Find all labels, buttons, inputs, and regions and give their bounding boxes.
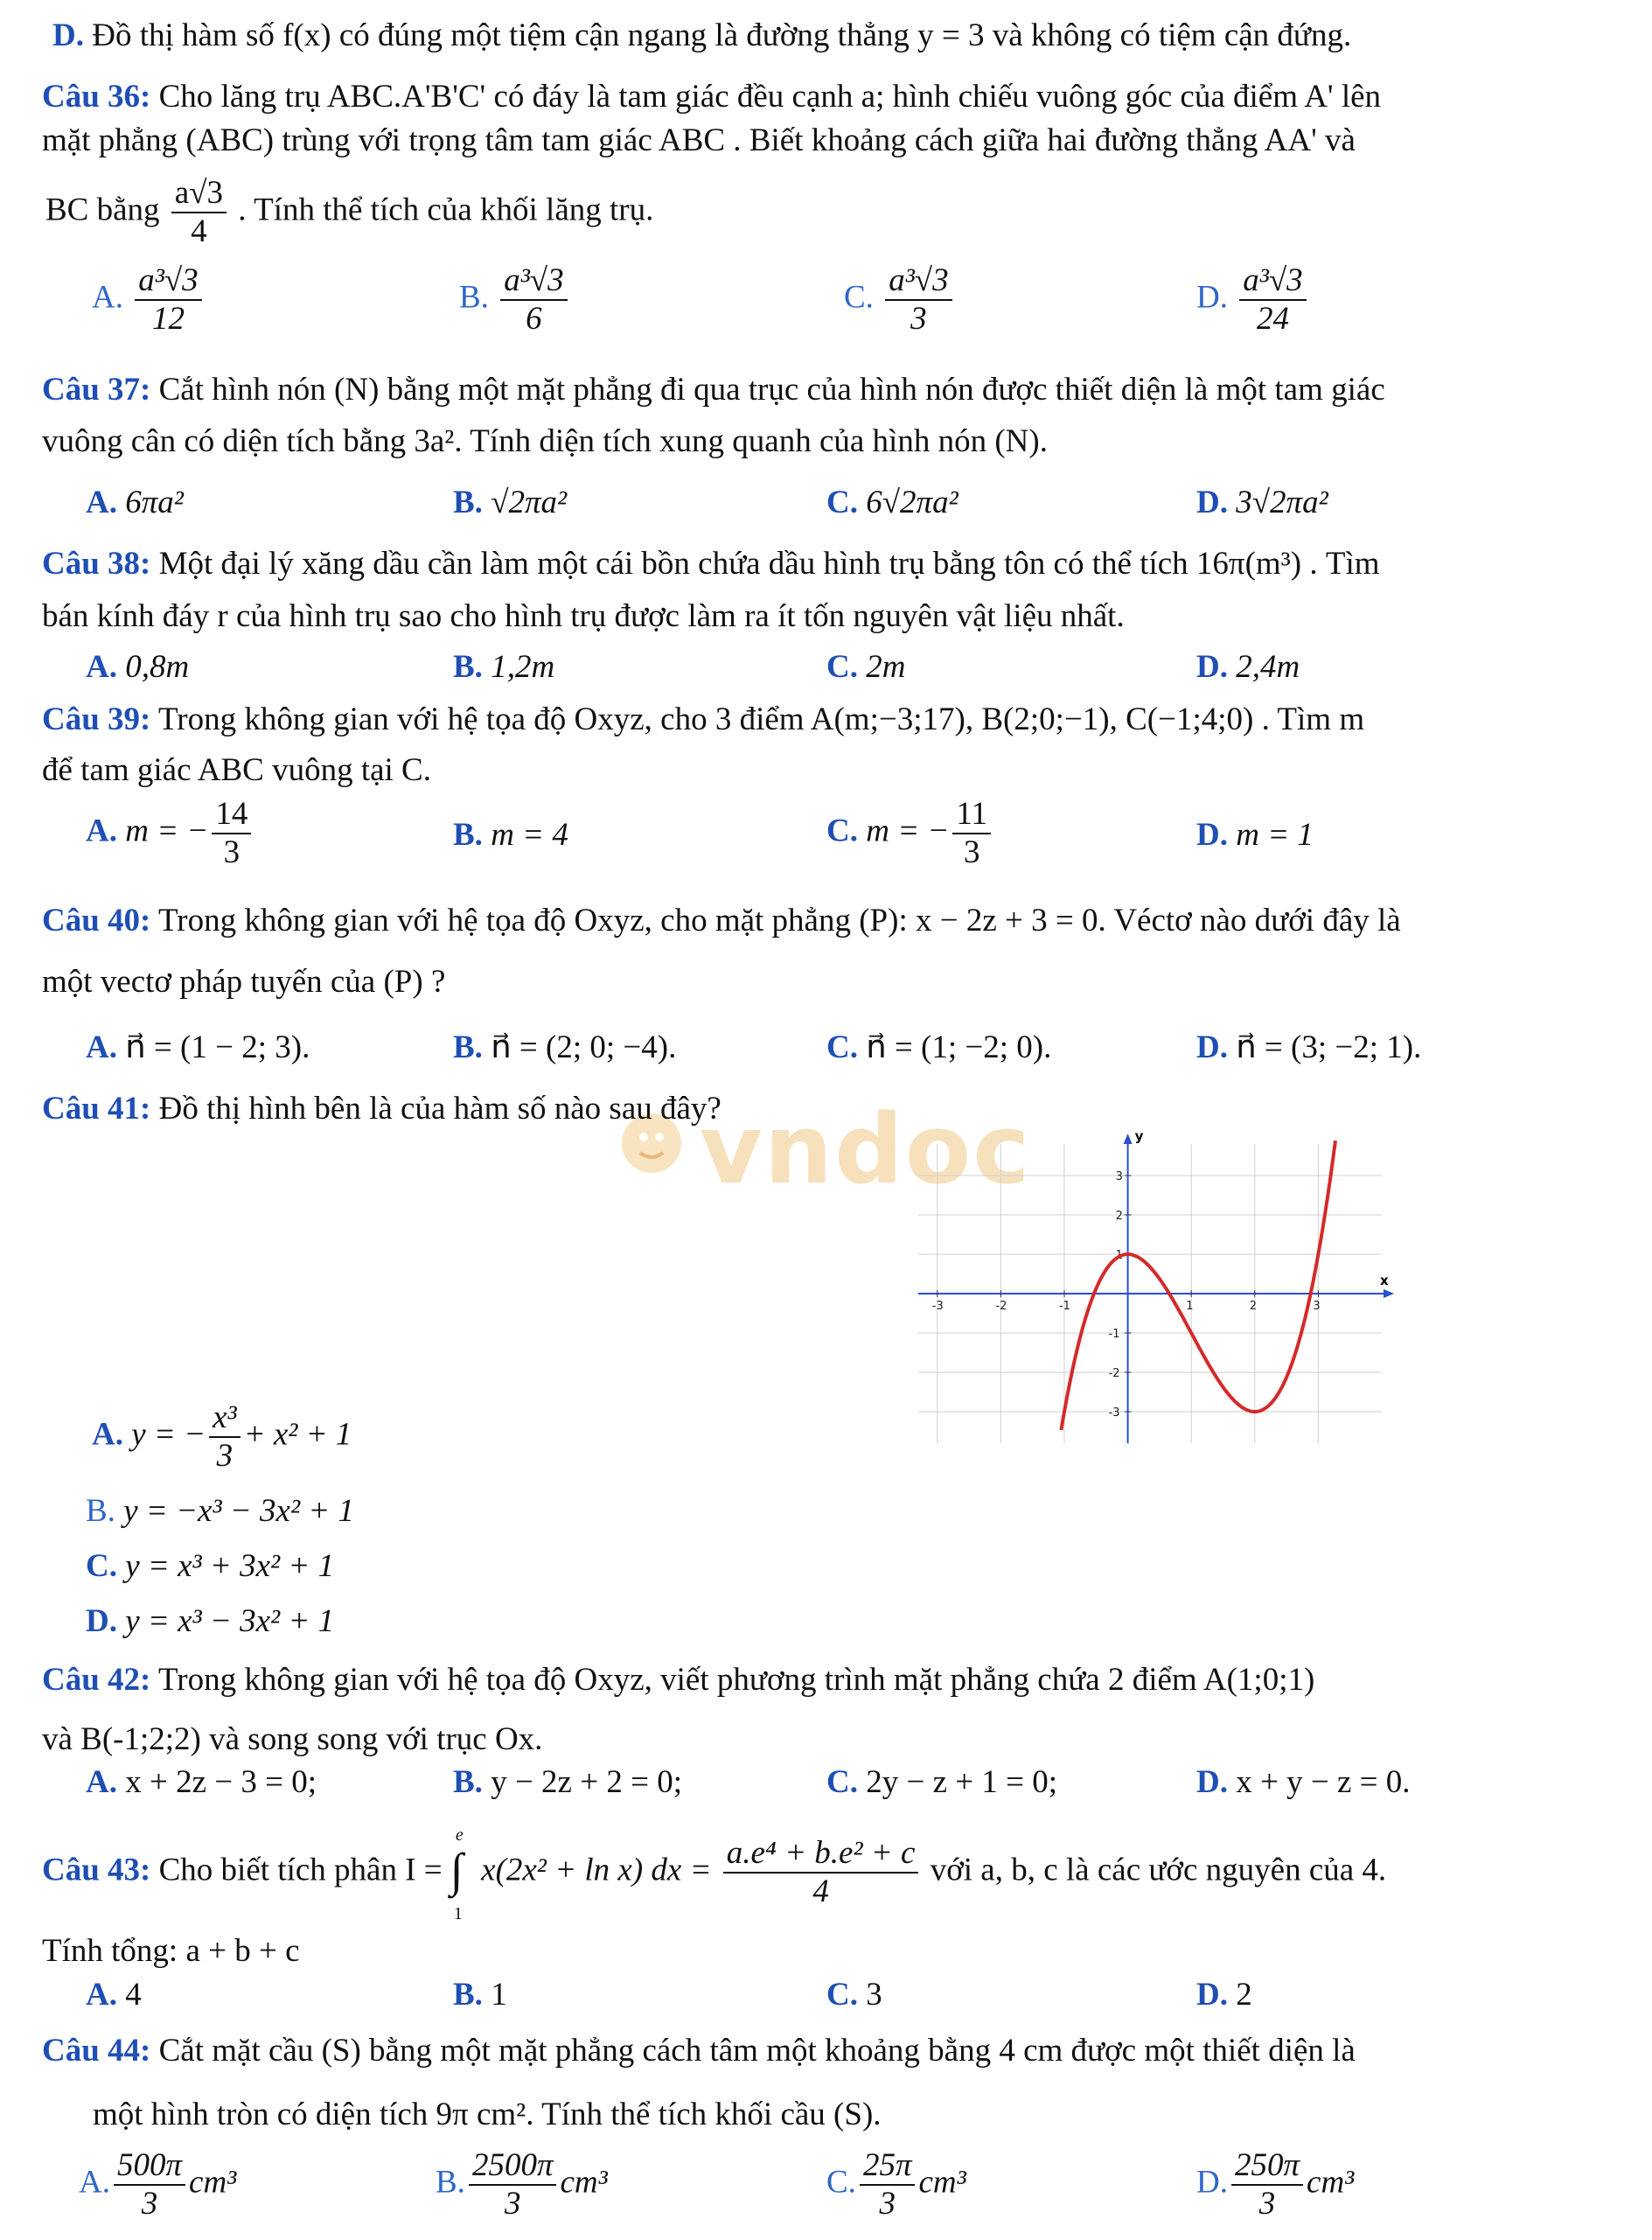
q40-option-a[interactable]: A. n⃗ = (1 − 2; 3). [86, 1029, 310, 1065]
q41-option-a[interactable]: A. y = − $\frac{\text{x³}}{3}$ + x² + 1 [92, 1399, 352, 1474]
q38-option-a[interactable]: A. 0,8m [86, 649, 190, 685]
x-tick-label: -2 [995, 1300, 1007, 1313]
q42-line2: và B(-1;2;2) và song song với trục Ox. [42, 1721, 543, 1757]
q38-line2: bán kính đáy r của hình trụ sao cho hình trụ được làm ra ít tốn nguyên vật liệu nhất. [42, 598, 1125, 634]
y-tick-label: 1 [1115, 1249, 1123, 1262]
q42-line1: Câu 42: Trong không gian với hệ tọa độ Oxyz, viết phương trình mặt phẳng chứa 2 điểm A(1;0;1) [42, 1662, 1315, 1698]
q42-option-a[interactable]: A. x + 2z − 3 = 0; [86, 1764, 317, 1800]
q39-option-b[interactable]: B. m = 4 [453, 817, 568, 853]
y-tick-label: 2 [1115, 1210, 1123, 1223]
q39-line1: Câu 39: Trong không gian với hệ tọa độ Oxyz, cho 3 điểm A(m;−3;17), B(2;0;−1), C(−1;4;0) . Tìm m [42, 701, 1365, 737]
q36-option-b[interactable]: B. $\frac{\text{a³√3}}{6}$ [459, 262, 571, 338]
q37-option-d[interactable]: D. 3√2πa² [1196, 485, 1328, 520]
q43-line1: Câu 43: Cho biết tích phân I = e ∫ 1 x(2x² + ln x) dx = $\frac{\text{a.e⁴ + b.e² + c}}{4}$ với a, b, c là các ước nguyên của 4. [42, 1825, 1387, 1923]
y-tick-label: -1 [1108, 1328, 1120, 1341]
q40-option-d[interactable]: D. n⃗ = (3; −2; 1). [1196, 1029, 1422, 1065]
q35-option-d: D. Đồ thị hàm số f(x) có đúng một tiệm cận ngang là đường thẳng y = 3 và không có tiệm cận đứng. [52, 17, 1352, 53]
q39-option-c[interactable]: C. m = − $\frac{11}{3}$ [826, 796, 994, 871]
q40-line2: một vectơ pháp tuyến của (P) ? [42, 964, 446, 1000]
q40-line1: Câu 40: Trong không gian với hệ tọa độ Oxyz, cho mặt phẳng (P): x − 2z + 3 = 0. Véctơ nào dưới đây là [42, 903, 1401, 939]
q44-option-d[interactable]: D. $\frac{250\pi}{3}$ cm³ [1196, 2147, 1355, 2222]
q37-option-b[interactable]: B. √2πa² [453, 485, 568, 520]
q36-option-a[interactable]: A. $\frac{\text{a³√3}}{12}$ [92, 262, 206, 338]
q42-option-c[interactable]: C. 2y − z + 1 = 0; [826, 1764, 1058, 1800]
x-tick-label: 1 [1186, 1300, 1194, 1313]
y-tick-label: -3 [1108, 1406, 1120, 1420]
x-tick-label: 2 [1249, 1300, 1258, 1313]
q38-option-b[interactable]: B. 1,2m [453, 649, 555, 685]
q40-option-b[interactable]: B. n⃗ = (2; 0; −4). [453, 1029, 677, 1065]
q41-option-c[interactable]: C. y = x³ + 3x² + 1 [86, 1548, 335, 1584]
x-axis-arrow [1384, 1289, 1394, 1298]
q43-option-a[interactable]: A. 4 [86, 1977, 142, 2013]
q37-option-a[interactable]: A. 6πa² [86, 485, 184, 520]
function-curve [1058, 1141, 1335, 1430]
q39-line2: để tam giác ABC vuông tại C. [42, 752, 431, 788]
integral-sign: e ∫ 1 [450, 1825, 464, 1923]
y-tick-label: -2 [1108, 1367, 1120, 1380]
q39-option-d[interactable]: D. m = 1 [1196, 817, 1314, 853]
q37-option-c[interactable]: C. 6√2πa² [826, 485, 958, 520]
q36-option-c[interactable]: C. $\frac{\text{a³√3}}{3}$ [844, 262, 956, 338]
x-tick-label: -1 [1058, 1300, 1070, 1313]
q39-option-a[interactable]: A. m = − $\frac{14}{3}$ [86, 796, 254, 871]
q43-option-c[interactable]: C. 3 [826, 1977, 882, 2013]
q42-option-d[interactable]: D. x + y − z = 0. [1196, 1764, 1411, 1800]
q36-option-d[interactable]: D. $\frac{\text{a³√3}}{24}$ [1196, 262, 1310, 338]
q41-option-d[interactable]: D. y = x³ − 3x² + 1 [86, 1603, 335, 1639]
q41-line1: Câu 41: Đồ thị hình bên là của hàm số nào sau đây? [42, 1091, 721, 1127]
y-axis-arrow [1124, 1134, 1133, 1144]
q44-option-a[interactable]: A. $\frac{500\pi}{3}$ cm³ [79, 2147, 237, 2222]
x-tick-label: -3 [931, 1300, 944, 1313]
q37-line1: Câu 37: Cắt hình nón (N) bằng một mặt phẳng đi qua trục của hình nón được thiết diện là một tam giác [42, 372, 1385, 408]
q44-option-b[interactable]: B. $\frac{2500\pi}{3}$ cm³ [436, 2147, 608, 2222]
graph-axes [918, 1134, 1394, 1443]
q36-line2: mặt phẳng (ABC) trùng với trọng tâm tam giác ABC . Biết khoảng cách giữa hai đường thẳng AA' và [42, 122, 1356, 158]
q43-line2: Tính tổng: a + b + c [42, 1933, 300, 1969]
q43-option-b[interactable]: B. 1 [453, 1977, 507, 2013]
q40-option-c[interactable]: C. n⃗ = (1; −2; 0). [826, 1029, 1052, 1065]
q38-option-d[interactable]: D. 2,4m [1196, 649, 1300, 685]
y-tick-label: 3 [1115, 1170, 1123, 1183]
q37-line2: vuông cân có diện tích bằng 3a². Tính diện tích xung quanh của hình nón (N). [42, 423, 1048, 459]
q41-option-b[interactable]: B. y = −x³ − 3x² + 1 [86, 1493, 355, 1529]
q36-line3: BC bằng $\frac{a√3}{4}$ . Tính thể tích của khối lăng trụ. [45, 175, 654, 249]
watermark: vndoc [700, 1093, 1032, 1205]
q44-line2: một hình tròn có diện tích 9π cm². Tính thể tích khối cầu (S). [93, 2097, 882, 2132]
q44-option-c[interactable]: C. $\frac{25\pi}{3}$ cm³ [826, 2147, 966, 2222]
y-axis-label: y [1134, 1128, 1144, 1144]
q38-line1: Câu 38: Một đại lý xăng dầu cần làm một cái bồn chứa dầu hình trụ bằng tôn có thể tích 16π(m³) . Tìm [42, 546, 1380, 582]
graph-ticks [932, 1170, 1321, 1420]
q42-option-b[interactable]: B. y − 2z + 2 = 0; [453, 1764, 682, 1800]
q38-option-c[interactable]: C. 2m [826, 649, 906, 685]
x-tick-label: 3 [1313, 1300, 1321, 1313]
function-graph [910, 1128, 1399, 1452]
q44-line1: Câu 44: Cắt mặt cầu (S) bằng một mặt phẳng cách tâm một khoảng bằng 4 cm được một thiết diện là [42, 2033, 1356, 2069]
q36-line1: Câu 36: Cho lăng trụ ABC.A'B'C' có đáy là tam giác đều cạnh a; hình chiếu vuông góc của điểm A' lên [42, 79, 1382, 115]
q43-option-d[interactable]: D. 2 [1196, 1977, 1252, 2013]
x-axis-label: x [1380, 1273, 1389, 1288]
